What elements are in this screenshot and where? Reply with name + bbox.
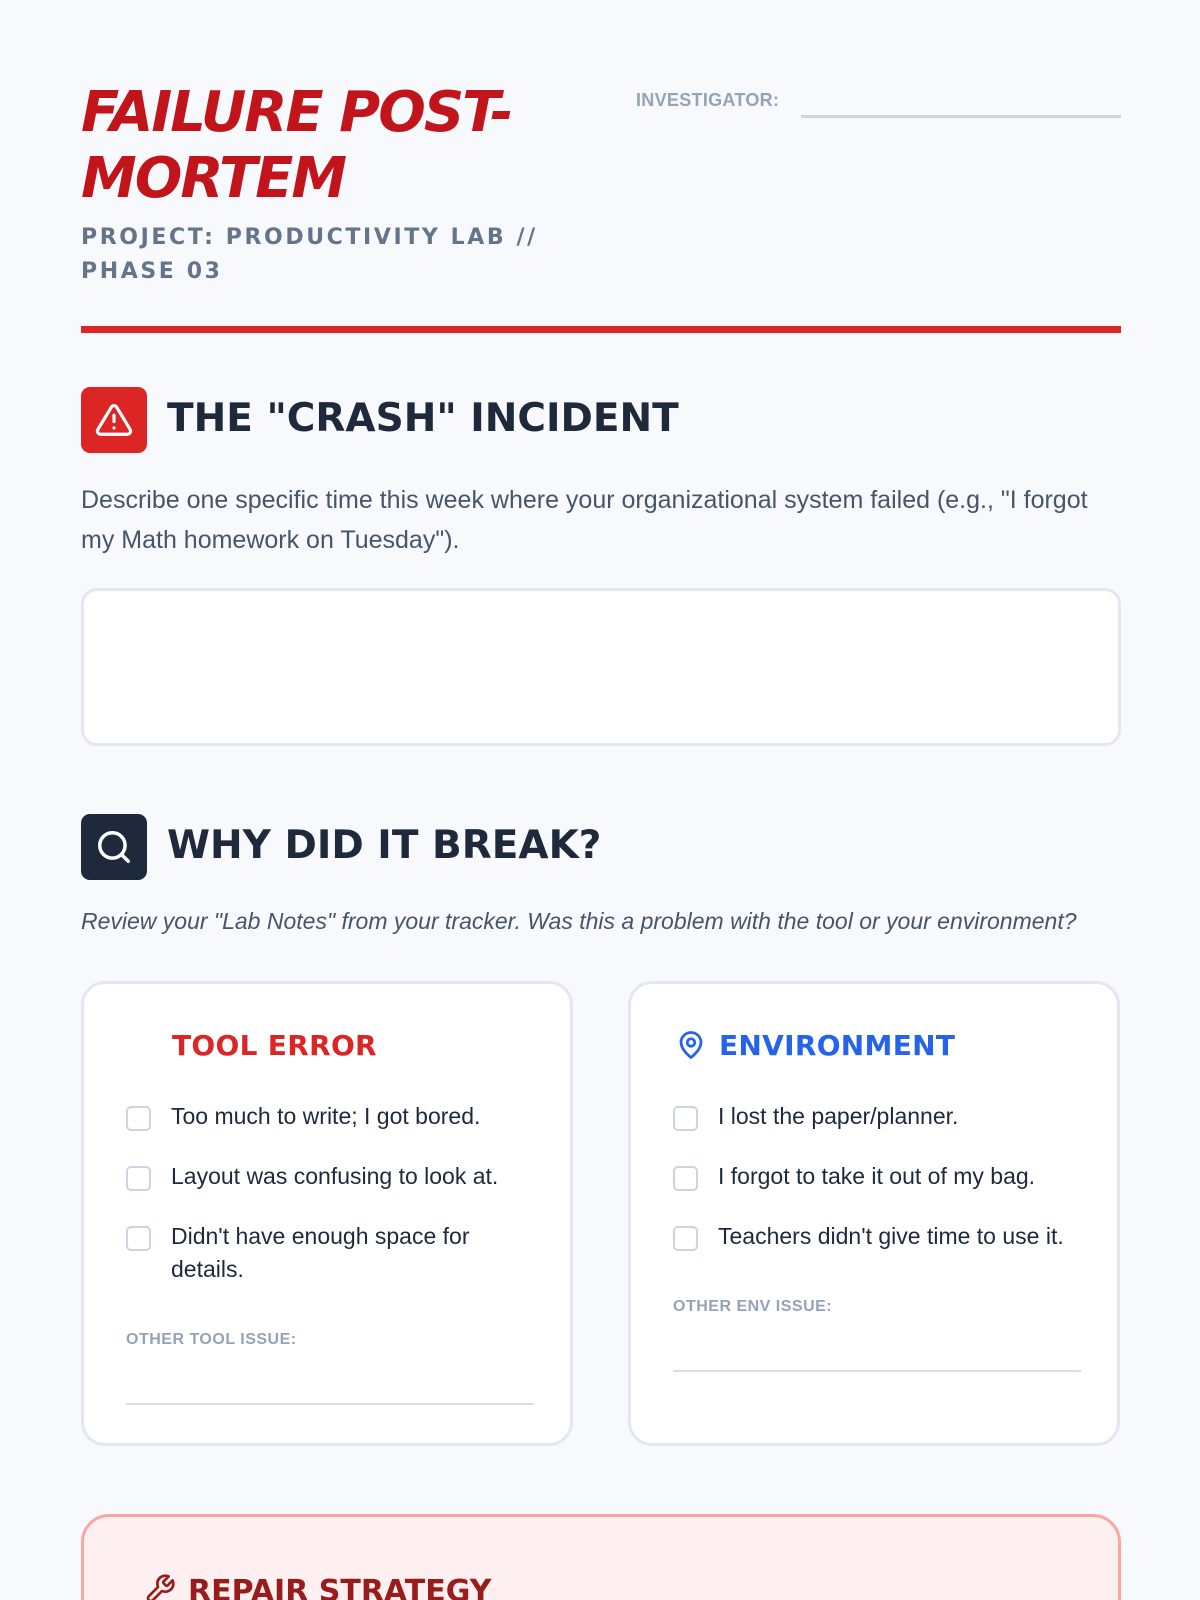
other-tool-issue-label: OTHER TOOL ISSUE:: [126, 1331, 297, 1348]
checkbox[interactable]: [126, 1166, 151, 1191]
environment-title: ENVIRONMENT: [719, 1028, 956, 1062]
checklist-item-label: Too much to write; I got bored.: [171, 1103, 481, 1129]
map-pin-icon: [674, 1028, 708, 1062]
checkbox[interactable]: [126, 1226, 151, 1251]
checkbox[interactable]: [673, 1226, 698, 1251]
search-icon: [81, 814, 147, 880]
other-env-issue-field[interactable]: [673, 1370, 1081, 1372]
project-subtitle: PROJECT: PRODUCTIVITY LAB // PHASE 03: [81, 225, 538, 284]
checklist-item-label: I lost the paper/planner.: [718, 1103, 959, 1129]
repair-strategy-header: [144, 1573, 491, 1600]
alert-triangle-icon: [81, 387, 147, 453]
worksheet-header: [81, 80, 1121, 334]
tool-error-card: [81, 981, 573, 1446]
tool-error-title: TOOL ERROR: [172, 1028, 377, 1062]
checklist-item[interactable]: [126, 1100, 546, 1133]
checklist-item[interactable]: [673, 1220, 1093, 1253]
checkbox[interactable]: [673, 1106, 698, 1131]
repair-strategy-card: [81, 1514, 1121, 1600]
tool-error-header: [127, 1028, 377, 1062]
crash-section-title: THE "CRASH" INCIDENT: [167, 396, 679, 441]
checklist-item-label: Didn't have enough space for details.: [171, 1223, 470, 1282]
checkbox[interactable]: [673, 1166, 698, 1191]
checklist-item[interactable]: [126, 1220, 496, 1286]
crash-answer-box[interactable]: [81, 588, 1121, 746]
checklist-item[interactable]: [673, 1160, 1093, 1193]
other-tool-issue-field[interactable]: [126, 1403, 534, 1405]
page-title: FAILURE POST-MORTEM: [81, 80, 512, 211]
investigator-field[interactable]: [801, 115, 1121, 118]
tool-error-icon: [127, 1028, 161, 1062]
tool-error-checklist: [126, 1100, 546, 1313]
wrench-icon: [144, 1573, 176, 1600]
why-section-title: WHY DID IT BREAK?: [167, 823, 602, 868]
checklist-item-label: Teachers didn't give time to use it.: [718, 1223, 1064, 1249]
checklist-item-label: I forgot to take it out of my bag.: [718, 1163, 1036, 1189]
environment-header: [674, 1028, 955, 1062]
crash-description: Describe one specific time this week where your organizational system failed (e.g., "I forgot my Math homework on Tuesday").: [81, 486, 1088, 554]
environment-checklist: [673, 1100, 1093, 1280]
checklist-item[interactable]: [126, 1160, 546, 1193]
investigator-label: INVESTIGATOR:: [636, 90, 780, 110]
other-env-issue-label: OTHER ENV ISSUE:: [673, 1298, 833, 1315]
header-divider: [81, 326, 1121, 333]
repair-strategy-title: REPAIR STRATEGY: [188, 1574, 492, 1600]
checklist-item-label: Layout was confusing to look at.: [171, 1163, 499, 1189]
checklist-item[interactable]: [673, 1100, 1093, 1133]
environment-card: [628, 981, 1120, 1446]
checkbox[interactable]: [126, 1106, 151, 1131]
why-description: Review your "Lab Notes" from your tracker. Was this a problem with the tool or your environment?: [81, 908, 1077, 934]
